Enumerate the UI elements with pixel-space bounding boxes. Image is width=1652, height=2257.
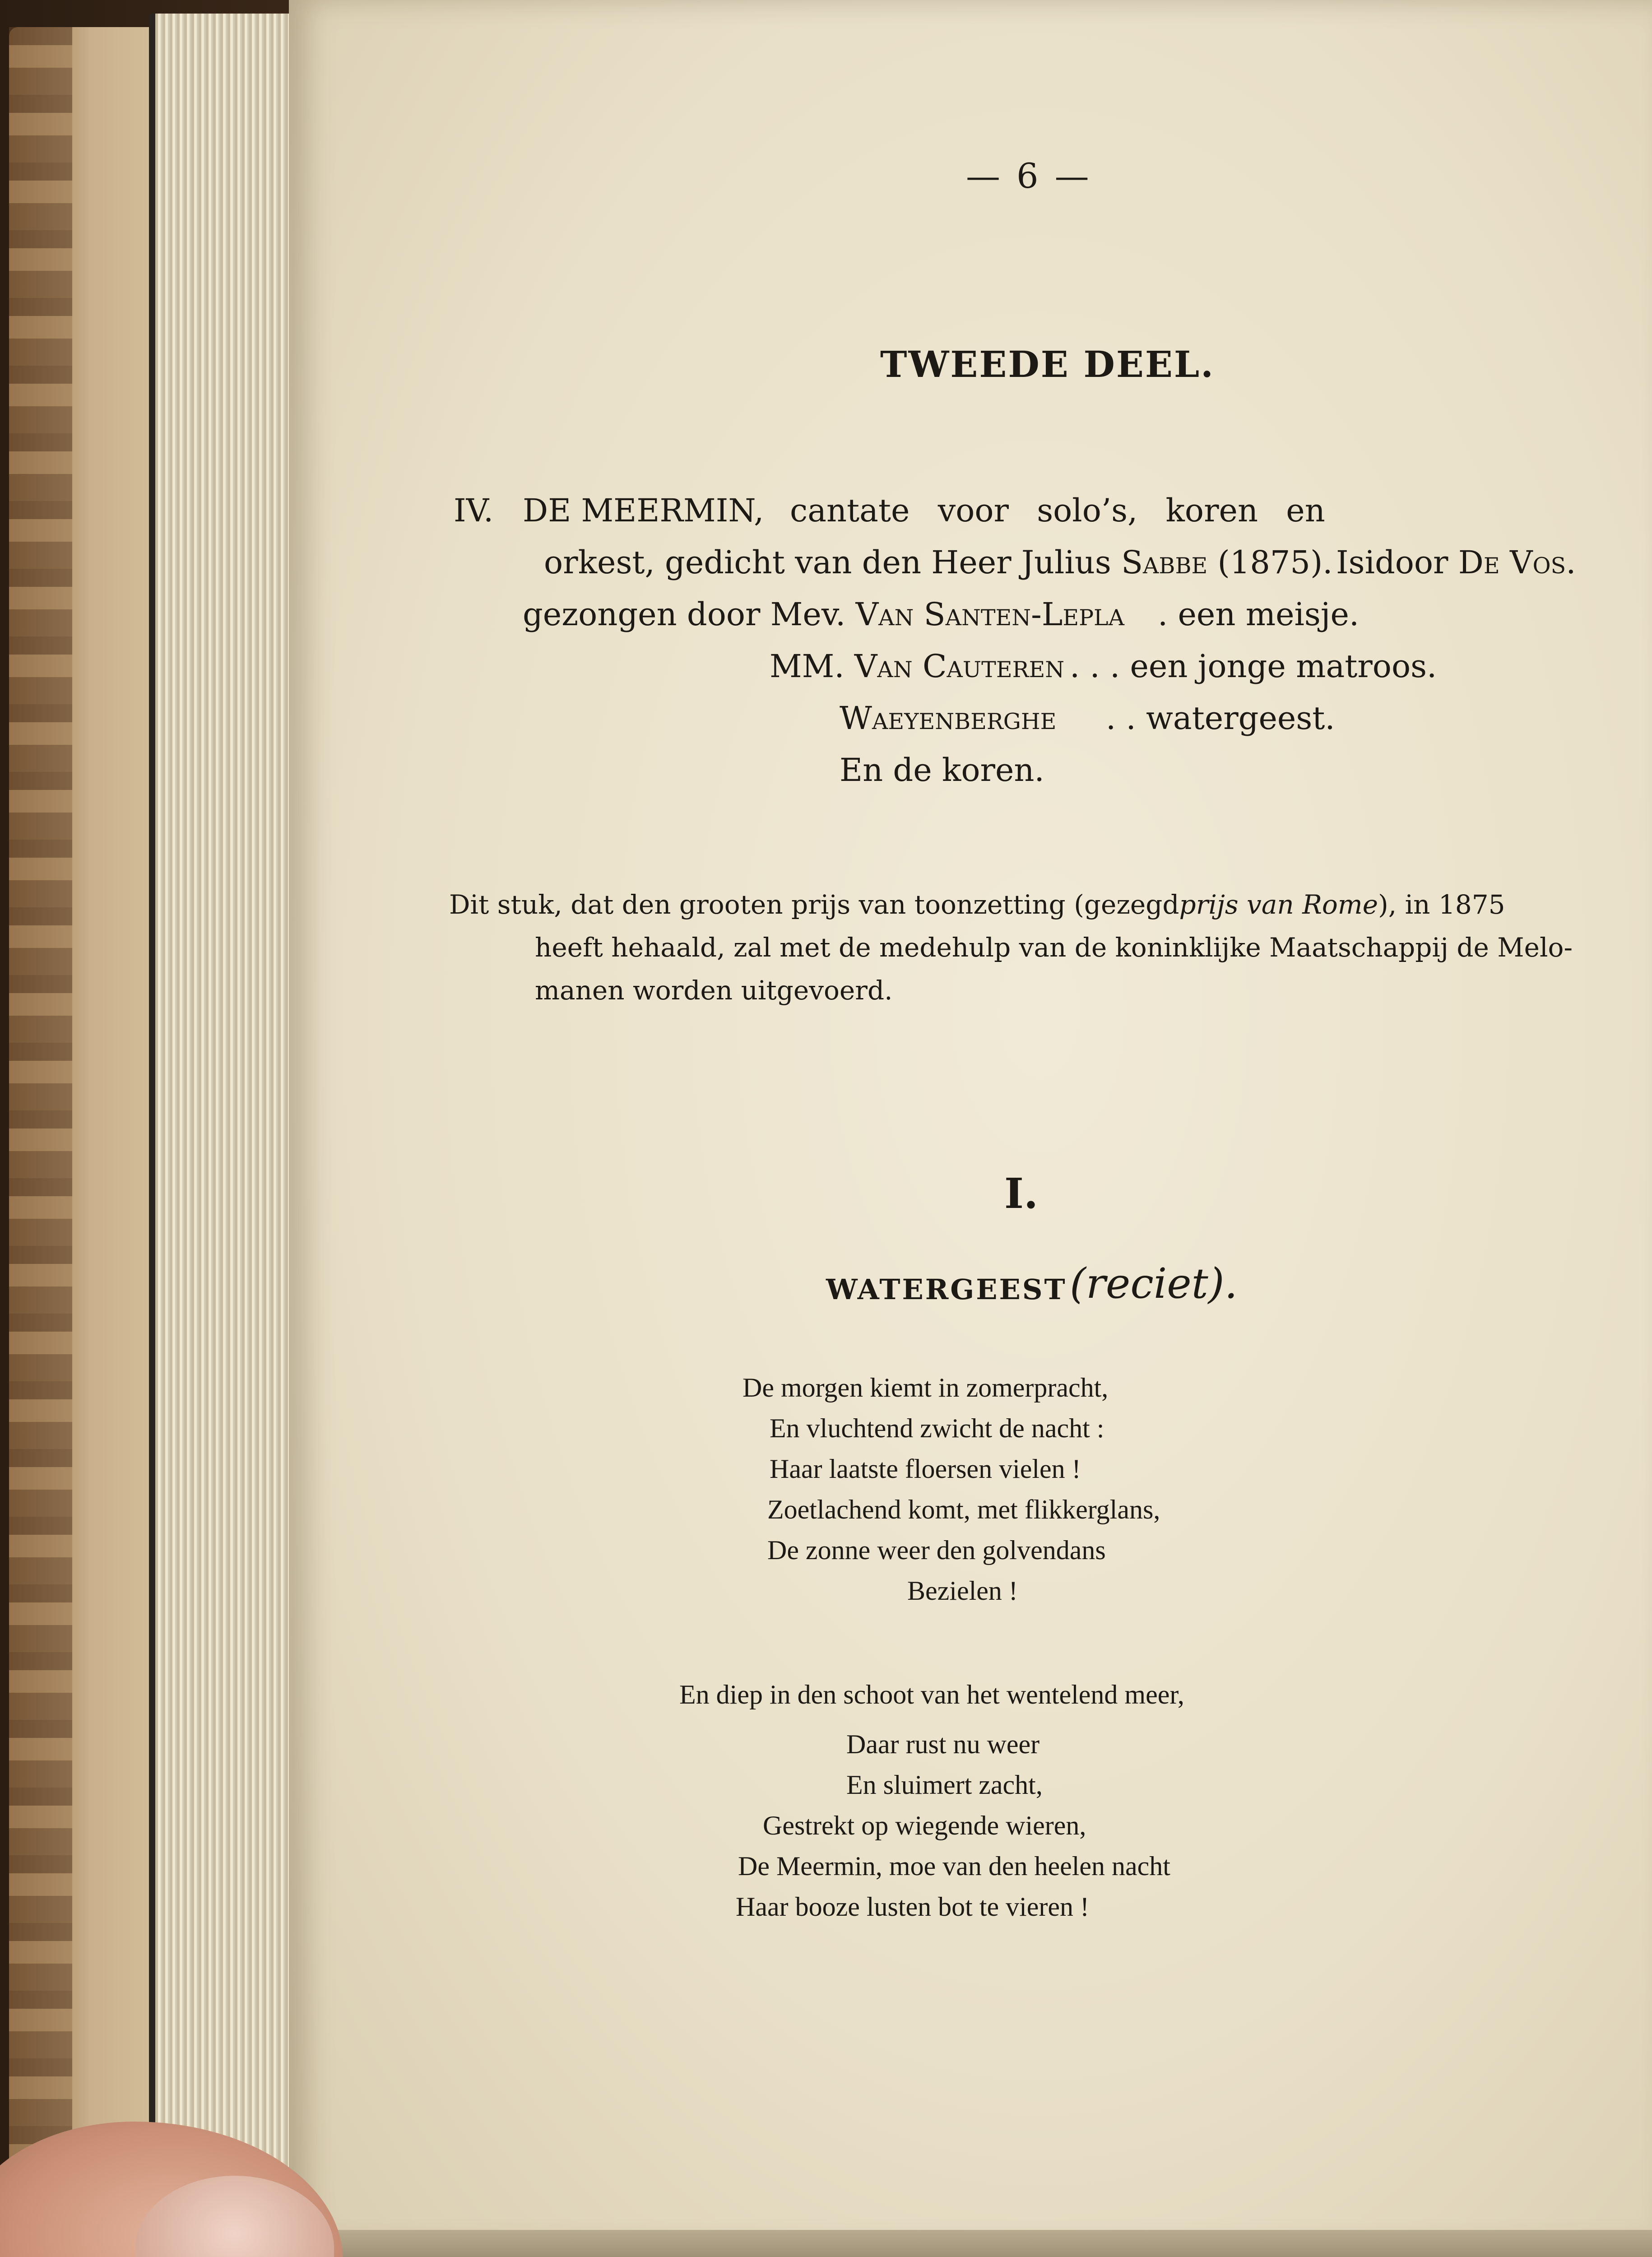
librettist-name: Sabbe (1121, 544, 1208, 581)
entry-line1: cantate voor solo’s, koren en (790, 492, 1325, 529)
poem-line: Gestrekt op wiegende wieren, (763, 1811, 1086, 1840)
poem-line: En diep in den schoot van het wentelend meer, (679, 1680, 1184, 1709)
entry-line6: En de koren. (840, 752, 1044, 789)
entry-number: IV. (454, 492, 494, 529)
poem-line: Zoetlachend komt, met flikkerglans, (767, 1495, 1160, 1524)
entry-line5: Waeyenberghe (840, 700, 1057, 737)
poem-line: Daar rust nu weer (846, 1729, 1040, 1759)
poem-line: Bezielen ! (907, 1576, 1018, 1606)
poem-line: De morgen kiemt in zomerpracht, (742, 1373, 1109, 1402)
role-matroos: . . . een jonge matroos. (1070, 648, 1437, 685)
entry-line2: orkest, gedicht van den Heer Julius Sabbe (1875). (544, 544, 1333, 581)
composer-name: Isidoor De Vos. (1336, 544, 1576, 581)
section-heading: TWEEDE DEEL. (880, 343, 1215, 385)
note-line1: Dit stuk, dat den grooten prijs van toonzetting (gezegdprijs van Rome), in 1875 (449, 889, 1505, 920)
poem-line: Haar booze lusten bot te vieren ! (736, 1892, 1090, 1922)
page-number: — 6 — (966, 156, 1092, 196)
book-bottom-edge (316, 2230, 1652, 2257)
note-line3: manen worden uitgevoerd. (535, 975, 893, 1006)
role-meisje: . een meisje. (1158, 596, 1360, 633)
poem-line: De Meermin, moe van den heelen nacht (738, 1851, 1170, 1881)
entry-line3: gezongen door Mev. Van Santen-Lepla (523, 596, 1124, 633)
speaker-label: WATERGEEST (826, 1273, 1067, 1306)
entry-title: DE MEERMIN, (523, 492, 764, 529)
section-roman-numeral: I. (1004, 1169, 1039, 1218)
speaker-note: (reciet). (1070, 1259, 1238, 1308)
poem-line: En sluimert zacht, (846, 1770, 1043, 1800)
poem-line: Haar laatste floersen vielen ! (770, 1454, 1081, 1484)
note-line2: heeft hehaald, zal met de medehulp van de koninklijke Maatschappij de Melo- (535, 932, 1573, 963)
poem-line: En vluchtend zwicht de nacht : (770, 1413, 1104, 1443)
entry-line4: MM. Van Cauteren (770, 648, 1065, 685)
role-watergeest: . . watergeest. (1106, 700, 1335, 737)
poem-line: De zonne weer den golvendans (767, 1535, 1106, 1565)
